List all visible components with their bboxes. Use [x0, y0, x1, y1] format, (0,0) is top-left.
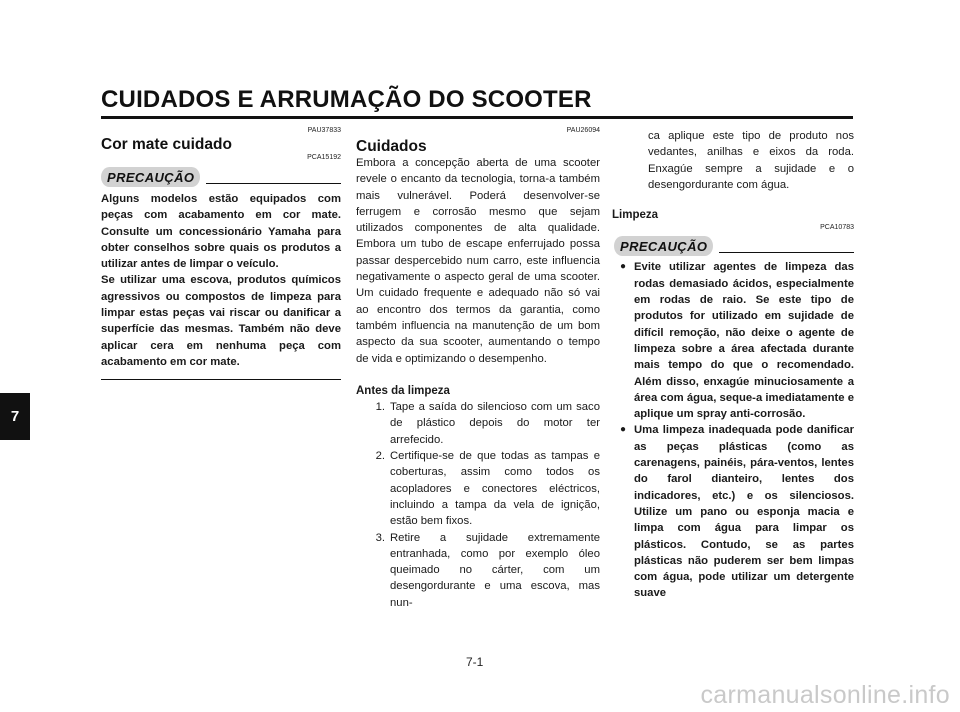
caution-label: PRECAUÇÃO [101, 167, 200, 187]
caution-header [101, 167, 341, 187]
list-item [356, 448, 600, 529]
step-text: Tape a saída do silencioso com um saco de plástico depois do motor ter arrefecido. [390, 401, 600, 446]
caution-code: PCA10783 [820, 224, 854, 232]
caution-bullets [614, 259, 854, 601]
step-text: Retire a sujidade extremamente entranhada, como por exemplo óleo queimado no cárter, com um desengordurante e uma escova, mas nun- [390, 531, 600, 609]
column-matte-care [101, 126, 341, 380]
list-item [356, 530, 600, 611]
page-title: CUIDADOS E ARRUMAÇÃO DO SCOOTER [101, 86, 592, 113]
caution-paragraph: Alguns modelos estão equipados com peças com acabamento em cor mate. Consulte um concessionário Yamaha para obter conselhos sobre quais os produtos a utilizar antes de limpar o veículo. [101, 193, 341, 271]
chapter-tab: 7 [0, 393, 30, 440]
step-number: 3. [375, 531, 385, 544]
step-number: 2. [375, 450, 385, 463]
bullet-icon: ● [620, 261, 627, 273]
caution-header [614, 236, 854, 256]
step-text: Certifique-se de que todas as tampas e coberturas, assim como todos os acopladores e conectores eléctricos, incluindo a tampa da vela de ignição, estão bem fixos. [390, 450, 600, 528]
steps-list [356, 399, 600, 611]
subhead-cleaning: Limpeza [612, 209, 659, 222]
section-code: PAU26094 [566, 127, 600, 134]
bullet-icon: ● [620, 424, 627, 436]
caution-body [101, 191, 341, 370]
care-intro [356, 155, 600, 367]
caution-divider [719, 252, 854, 253]
caution-paragraph: Se utilizar uma escova, produtos químicos agressivos ou compostos de limpeza para limpar estas peças vai riscar ou danificar a superfície das mesmas. Também não deve aplicar cera em nenhuma peça com acabamento em cor mate. [101, 274, 341, 368]
subhead-before-cleaning: Antes da limpeza [356, 384, 450, 397]
section-title-matte: Cor mate cuidado [101, 136, 232, 153]
bullet-text: Uma limpeza inadequada pode danificar as peças plásticas (como as carenagens, painéis, pára-ventos, lentes do farol dianteiro, lentes dos indicadores, etc.) e os silenciosos. Utilize um pano ou esponja macia e limpa com água para limpar os plásticos. Contudo, se as partes plásticas não puderem ser bem limpas com água, pode utilizar um detergente suave [634, 424, 854, 600]
section-code: PAU37833 [307, 127, 341, 134]
list-item [614, 259, 854, 422]
step-number: 1. [375, 401, 385, 414]
continuation-text: ca aplique este tipo de produto nos vedantes, anilhas e eixos da roda. Enxagúe sempre a sujidade e o desengordurante com água. [648, 130, 854, 191]
caution-label: PRECAUÇÃO [614, 236, 713, 256]
care-intro-paragraph: Embora a concepção aberta de uma scooter revele o encanto da tecnologia, torna-a também mais vulnerável. Poderá desenvolver-se ferrugem e corrosão mesmo que sejam utilizados componentes de alta qualidade. Embora um tubo de escape enferrujado possa passar despercebido num carro, este influencia negativamente o aspecto geral de uma scooter. Um cuidado frequente e adequado não só vai ao encontro dos termos da garantia, como também influencia na manutenção de um bom aspecto da sua scooter, aumentando o tempo de vida e optimizando o desempenho. [356, 157, 600, 365]
caution-divider [206, 183, 341, 184]
page-number: 7-1 [466, 655, 484, 669]
section-title-care: Cuidados [356, 138, 427, 155]
column-cleaning [614, 128, 854, 602]
bullet-text: Evite utilizar agentes de limpeza das rodas demasiado ácidos, especialmente em rodas de raio. Se este tipo de produtos for utilizado em sujidade de difícil remoção, não deixe o agente de limpeza sobre a área afectada durante mais tempo do que o recomendado. Além disso, enxagúe minuciosamente a área com água, seque-a imediatamente e aplique um spray anti-corrosão. [634, 261, 854, 421]
caution-end-rule [101, 379, 341, 380]
list-item [614, 422, 854, 601]
caution-code: PCA15192 [307, 154, 341, 161]
header-rule [101, 116, 853, 119]
column-care [356, 126, 600, 611]
list-item [356, 399, 600, 448]
watermark: carmanualsonline.info [700, 681, 950, 709]
